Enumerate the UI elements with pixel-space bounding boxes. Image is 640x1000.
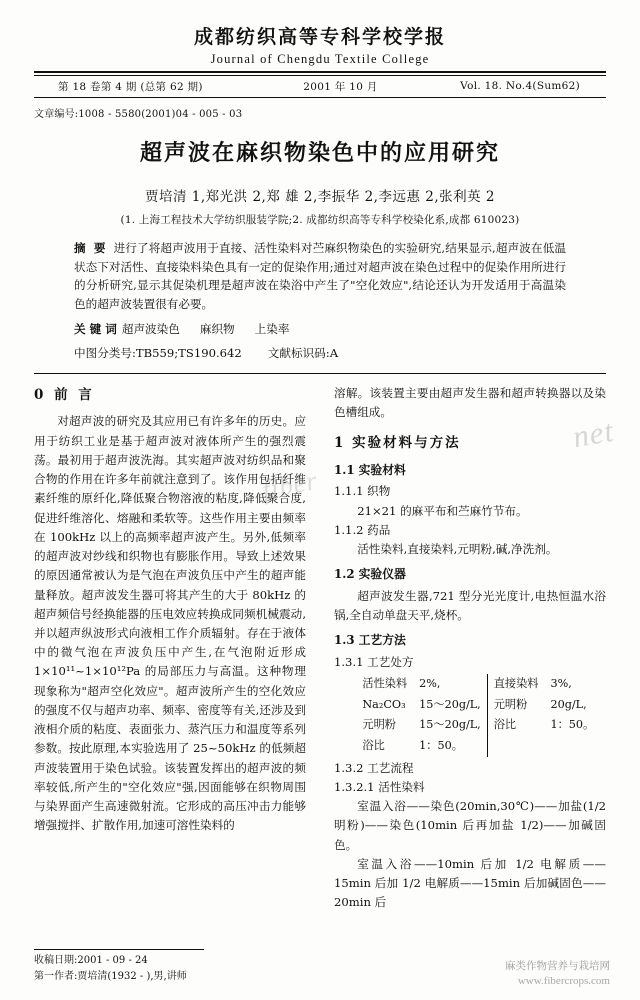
issue-line (34, 76, 606, 97)
table-row (356, 695, 600, 716)
footer-rule (34, 949, 204, 950)
keyword-item: 超声波染色 (121, 321, 180, 336)
doc-code-label: 文献标识码: (267, 346, 330, 361)
recipe-left-value: 15～20g/L, (419, 697, 481, 711)
section-heading-1: 1 实验材料与方法 (334, 435, 461, 452)
abstract-label: 摘 要 (74, 240, 108, 255)
subsection-1-2: 1.2 实验仪器 (334, 567, 406, 582)
body-rule (34, 373, 606, 374)
table-row (356, 715, 600, 736)
watermark-footer (505, 960, 610, 988)
recipe-right-name: 元明粉 (487, 695, 544, 716)
recipe-right-name: 直接染料 (487, 674, 544, 695)
affiliation: (1. 上海工程技术大学纺织服装学院;2. 成都纺织高等专科学校染化系,成都 610023) (120, 213, 520, 226)
journal-title-en: Journal of Chengdu Textile College (210, 51, 430, 66)
section-heading-0: 0 前 言 (34, 387, 95, 404)
footer (34, 949, 314, 984)
masthead (34, 26, 606, 67)
subsection-1-3: 1.3 工艺方法 (334, 633, 406, 648)
subsection-1-1-1-label: 1.1.1 织物 (334, 484, 391, 499)
recipe-right-value: 3%, (550, 677, 572, 691)
subsection-1-3-2-label: 1.3.2 工艺流程 (334, 760, 414, 775)
article-number: 文章编号:1008 - 5580(2001)04 - 005 - 03 (34, 108, 243, 120)
keyword-item: 上染率 (254, 321, 290, 336)
volume-issue-cn: 第 18 卷第 4 期 (总第 62 期) (58, 80, 203, 93)
recipe-right-empty-value (545, 736, 601, 757)
recipe-left-value: 2%, (419, 677, 441, 691)
watermark-site-cn: 麻类作物营养与栽培网 (505, 960, 610, 973)
clc-label: 中图分类号: (74, 346, 136, 361)
subsection-1-1-1-text: 21×21 的麻平布和苎麻竹节布。 (357, 503, 528, 518)
page-title: 超声波在麻织物染色中的应用研究 (139, 139, 500, 166)
watermark-fiber: fiber (259, 464, 321, 506)
process-flow-2: 室温入浴——10min 后加 1/2 电解质——15min 后加 1/2 电解质——15min 后加碱固色——20min 后 (334, 856, 606, 910)
volume-issue-en: Vol. 18. No.4(Sum62) (460, 80, 580, 93)
recipe-right-empty (487, 736, 544, 757)
column-right (320, 384, 606, 913)
recipe-right-name: 浴比 (487, 715, 544, 736)
subsection-1-2-text: 超声波发生器,721 型分光光度计,电热恒温水浴锅,全自动单盘天平,烧杯。 (334, 588, 606, 623)
table-row (356, 674, 600, 695)
keywords-label: 关 键 词 (74, 321, 117, 336)
body-columns (34, 384, 606, 913)
keyword-item: 麻织物 (199, 321, 235, 336)
recipe-left-name: 活性染料 (362, 677, 408, 691)
subsection-1-1-2-text: 活性染料,直接染料,元明粉,碱,净洗剂。 (357, 542, 558, 557)
keywords (74, 320, 566, 339)
recipe-left-name: 浴比 (362, 739, 385, 753)
abstract-text: 进行了将超声波用于直接、活性染料对苎麻织物染色的实验研究,结果显示,超声波在低温状态下对活性、直接染料染色具有一定的促染作用;通过对超声波在染色过程中的促染作用所进行的分析研究,显示其促染机理是超声波在染浴中产生了"空化效应",结论还认为开发适用于高温染色的超声波装置很有必要。 (74, 240, 566, 312)
table-row (356, 736, 600, 757)
received-date: 收稿日期:2001 - 09 - 24 (34, 955, 148, 966)
clc-line (74, 344, 566, 363)
clc-value: TB559;TS190.642 (135, 346, 242, 361)
recipe-right-value: 1：50。 (550, 718, 595, 732)
author-list: 贾培清 1,郑光洪 2,郑 雄 2,李振华 2,李远惠 2,张利英 2 (144, 188, 496, 205)
issue-rule (34, 97, 606, 98)
recipe-left-name: 元明粉 (362, 718, 396, 732)
paragraph-continuation: 溶解。该装置主要由超声发生器和超声转换器以及染色槽组成。 (334, 386, 606, 420)
subsection-1-1-2-label: 1.1.2 药品 (334, 522, 391, 537)
recipe-left-value: 15～20g/L, (419, 718, 481, 732)
recipe-left-value: 1：50。 (419, 739, 463, 753)
recipe-table (356, 674, 600, 756)
journal-title-cn: 成都纺织高等专科学校学报 (193, 26, 446, 48)
recipe-left-name: Na₂CO₃ (362, 697, 406, 711)
column-left (34, 384, 320, 913)
paragraph: 对超声波的研究及其应用已有许多年的历史。应用于纺织工业是基于超声波对液体所产生的强烈震荡。最初用于超声波洗海。其实超声波对纺织品和聚合物的作用在许多年前就注意到了。该作用包括纤维素纤维的原纤化,降低聚合物溶液的粘度,降低聚合度,促进纤维溶化、熔融和柔软等。这些作用主要由频率在 100kHz 以上的高频率超声波产生。另外,低频率的超声波对纱线和织物也有膨胀作用。导致上述效果的原因通常被认为是气泡在声波负压中产生的超声能量释放。超声波发生器可将其产生的大于 80kHz 的超声频信号经换能器的压电效应转换成同频机械震动,并以超声纵波形式向液相工作介质辐射。存在于液体中的微气泡在声波负压中产生,在气泡附近形成 1×10¹¹~1×10¹²Pa 的局部压力与高温。这种物理现象称为"超声空化效应"。超声波所产生的空化效应的强度不仅与超声功率、频率、密度等有关,还涉及到液相介质的粘度、表面张力、蒸汽压力和温度等系列参数。按此原理,本实验选用了 25~50kHz 的低频超声波装置用于染色试验。该装置发挥出的超声波的频率较低,所产生的"空化效应"强,因面能够在织物周围与染界面产生高速微射流。它形成的高压冲击力能够增强搅拌、扩散作用,加速可溶性染料的 (34, 414, 306, 833)
recipe-right-value: 20g/L, (550, 697, 587, 711)
subsection-1-3-2-1-label: 1.3.2.1 活性染料 (334, 779, 425, 794)
issue-date: 2001 年 10 月 (303, 80, 378, 93)
watermark-net: net (570, 412, 617, 455)
subsection-1-1: 1.1 实验材料 (334, 462, 406, 477)
author-note: 第一作者:贾培清(1932 - ),男,讲师 (34, 970, 187, 982)
subsection-1-3-1-label: 1.3.1 工艺处方 (334, 655, 414, 670)
watermark-site-url: www.fibercrops.com (517, 974, 610, 987)
abstract (74, 239, 566, 314)
doc-code-value: A (329, 346, 339, 361)
process-flow-1: 室温入浴——染色(20min,30℃)——加盐(1/2 明粉)——染色(10min 后再加盐 1/2)——加碱固色。 (334, 799, 606, 852)
